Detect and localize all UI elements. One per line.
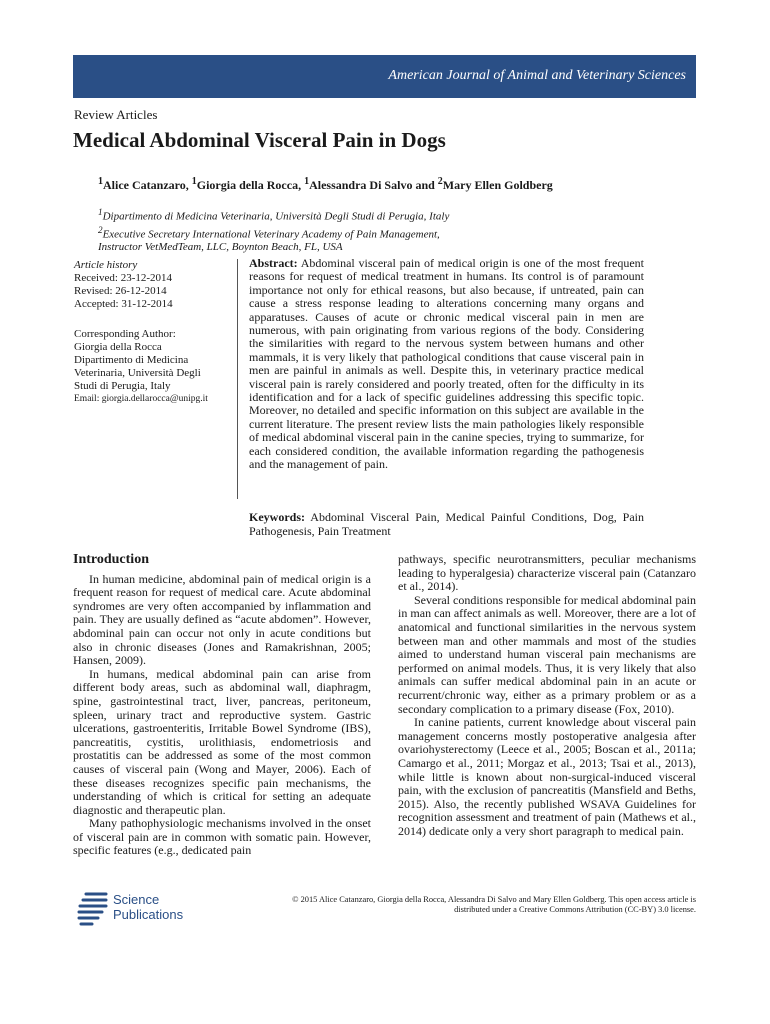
author-3: Alessandra Di Salvo and [309,178,438,192]
corresponding-label: Corresponding Author: [74,328,176,340]
intro-paragraph-3: Many pathophysiologic mechanisms involved in the onset of visceral pain are in common with somatic pain. However, specific features (e.g., dedicated pain [73,816,371,858]
article-info-sidebar [74,259,234,406]
abstract-label: Abstract: [249,256,298,270]
intro-paragraph-1: In human medicine, abdominal pain of medical origin is a frequent reason for request of medical care. Acute abdominal syndromes are very often accompanied by inflammation and pain. They are usually defined as “acute abdomen”. However, abdominal pain can occur not only in acute conditions but also in chronic diseases (Jones and Ramakrishnan, 2005; Hansen, 2009). [73,571,371,668]
author-list [98,176,553,193]
keywords-text: Abdominal Visceral Pain, Medical Painful Conditions, Dog, Pain Pathogenesis, Pain Treatment [249,510,644,538]
intro-paragraph-5: In canine patients, current knowledge about visceral pain management concerns mostly postoperative analgesia after ovariohysterectomy (Leece et al., 2005; Boscan et al., 2011a; Camargo et al., 2011; Morgaz et al., 2013; Tsai et al., 2013), while little is known about non-surgical-induced visceral pain, with the exclusion of pancreatitis (Mansfield and Beths, 2015). Also, the recently published WSAVA Guidelines for recognition assessment and treatment of pain (Mathews et al., 2014) dedicate only a very short paragraph to medical pain. [398,715,696,838]
journal-name: American Journal of Animal and Veterinary Sciences [388,68,686,83]
intro-paragraph-3-cont: pathways, specific neurotransmitters, peculiar mechanisms leading to hyperalgesia) characterize visceral pain (Catanzaro et al., 2014). [398,552,696,594]
affiliation-1: $^1$Dipartimento di Medicina Veterinaria, Università Degli Studi di Perugia, Italy [98,207,450,223]
author-3-sup: 1 [304,176,310,187]
affiliations [98,206,449,254]
author-1: Alice Catanzaro, [103,178,192,192]
corresponding-name: Giorgia della Rocca [74,341,162,353]
corresponding-city: Studi di Perugia, Italy [74,380,171,392]
affiliation-2-line1: $^2$Executive Secretary International Veterinary Academy of Pain Management, [98,224,440,241]
sidebar-divider [237,259,238,499]
corresponding-dept: Dipartimento di Medicina [74,354,189,366]
history-heading: Article history [74,259,138,271]
abstract-text: Abdominal visceral pain of medical origin is one of the most frequent reasons for request of medical treatment in humans. Its control is of paramount importance not only for ethical reasons, but also because, if untreated, pain can cause a stress response leading to alterations concerning many organs and apparatuses. Causes of acute or chronic medical visceral pain in men are numerous, with pain originating from various regions of the body. Considering the similarities with regard to the nervous system between humans and other mammals, it is very likely that pathological conditions that cause visceral pain in men are painful in animals as well. Despite this, in veterinary practice medical visceral pain is rarely considered and poorly treated, often for the difficulty in its identification and for a lack of specific guidelines addressing this specific topic. Moreover, no detailed and specific information on this subject are available in the current literature. The present review lists the main pathologies likely responsible of medical abdominal visceral pain in the canine species, trying to summarize, for each considered condition, the available information regarding the pathogenesis and the management of pain. [249,256,644,472]
accepted-date: Accepted: 31-12-2014 [74,298,173,310]
copyright-line-2: distributed under a Creative Commons Attribution (CC-BY) 3.0 license. [454,905,696,914]
introduction-heading: Introduction [73,552,149,567]
publisher-logo-icon [76,890,110,926]
received-date: Received: 23-12-2014 [74,272,173,284]
science-publications-logo [76,890,206,928]
abstract [249,257,644,472]
author-4: Mary Ellen Goldberg [442,178,553,192]
keywords-label: Keywords: [249,510,305,524]
intro-paragraph-4: Several conditions responsible for medical abdominal pain in man can affect animals as well. Moreover, there are a lot of anatomical and functional similarities in the nervous system between man and other mammals and most of the studies aimed to understand human visceral pain mechanisms are performed on animal models. Thus, it is very likely that also animals can suffer medical abdominal pain in an acute or recurrent/chronic way, either as a primary problem or as a secondary complication to a primary disease (Fox, 2010). [398,592,696,716]
affiliation-2-line2: Instructor VetMedTeam, LLC, Boynton Beach, FL, USA [98,241,343,254]
article-section: Review Articles [74,107,158,122]
body-column-left [73,553,371,858]
intro-paragraph-2: In humans, medical abdominal pain can arise from different body areas, such as abdominal wall, diaphragm, spine, gastrointestinal tract, liver, pancreas, peritoneum, spleen, urinary tract and reproductive system. Gastric ulcerations, gastroenteritis, Irritable Bowel Syndrome (IBS), pancreatitis, cystitis, urolithiasis, endometriosis and prostatitis can be addressed as some of the most common causes of visceral pain (Wong and Mayer, 2006). Each of these diseases recognizes specific pain mechanisms, the understanding of which is critical for setting an adequate diagnostic and therapeutic plan. [73,666,371,817]
journal-banner [73,55,696,98]
author-2-sup: 1 [191,176,197,187]
copyright-notice [250,895,696,915]
revised-date: Revised: 26-12-2014 [74,285,167,297]
copyright-line-1: © 2015 Alice Catanzaro, Giorgia della Rocca, Alessandra Di Salvo and Mary Ellen Goldberg. This open access article is [292,895,696,904]
corresponding-email[interactable]: Email: giorgia.dellarocca@unipg.it [74,394,208,404]
author-2: Giorgia della Rocca, [196,178,305,192]
article-title: Medical Abdominal Visceral Pain in Dogs [73,128,446,152]
author-1-sup: 1 [98,176,103,187]
corresponding-univ: Veterinaria, Università Degli [74,367,201,379]
author-4-sup: 2 [437,176,443,187]
publisher-name: Science Publications [113,892,184,922]
body-column-right [398,553,696,838]
keywords [249,510,644,538]
